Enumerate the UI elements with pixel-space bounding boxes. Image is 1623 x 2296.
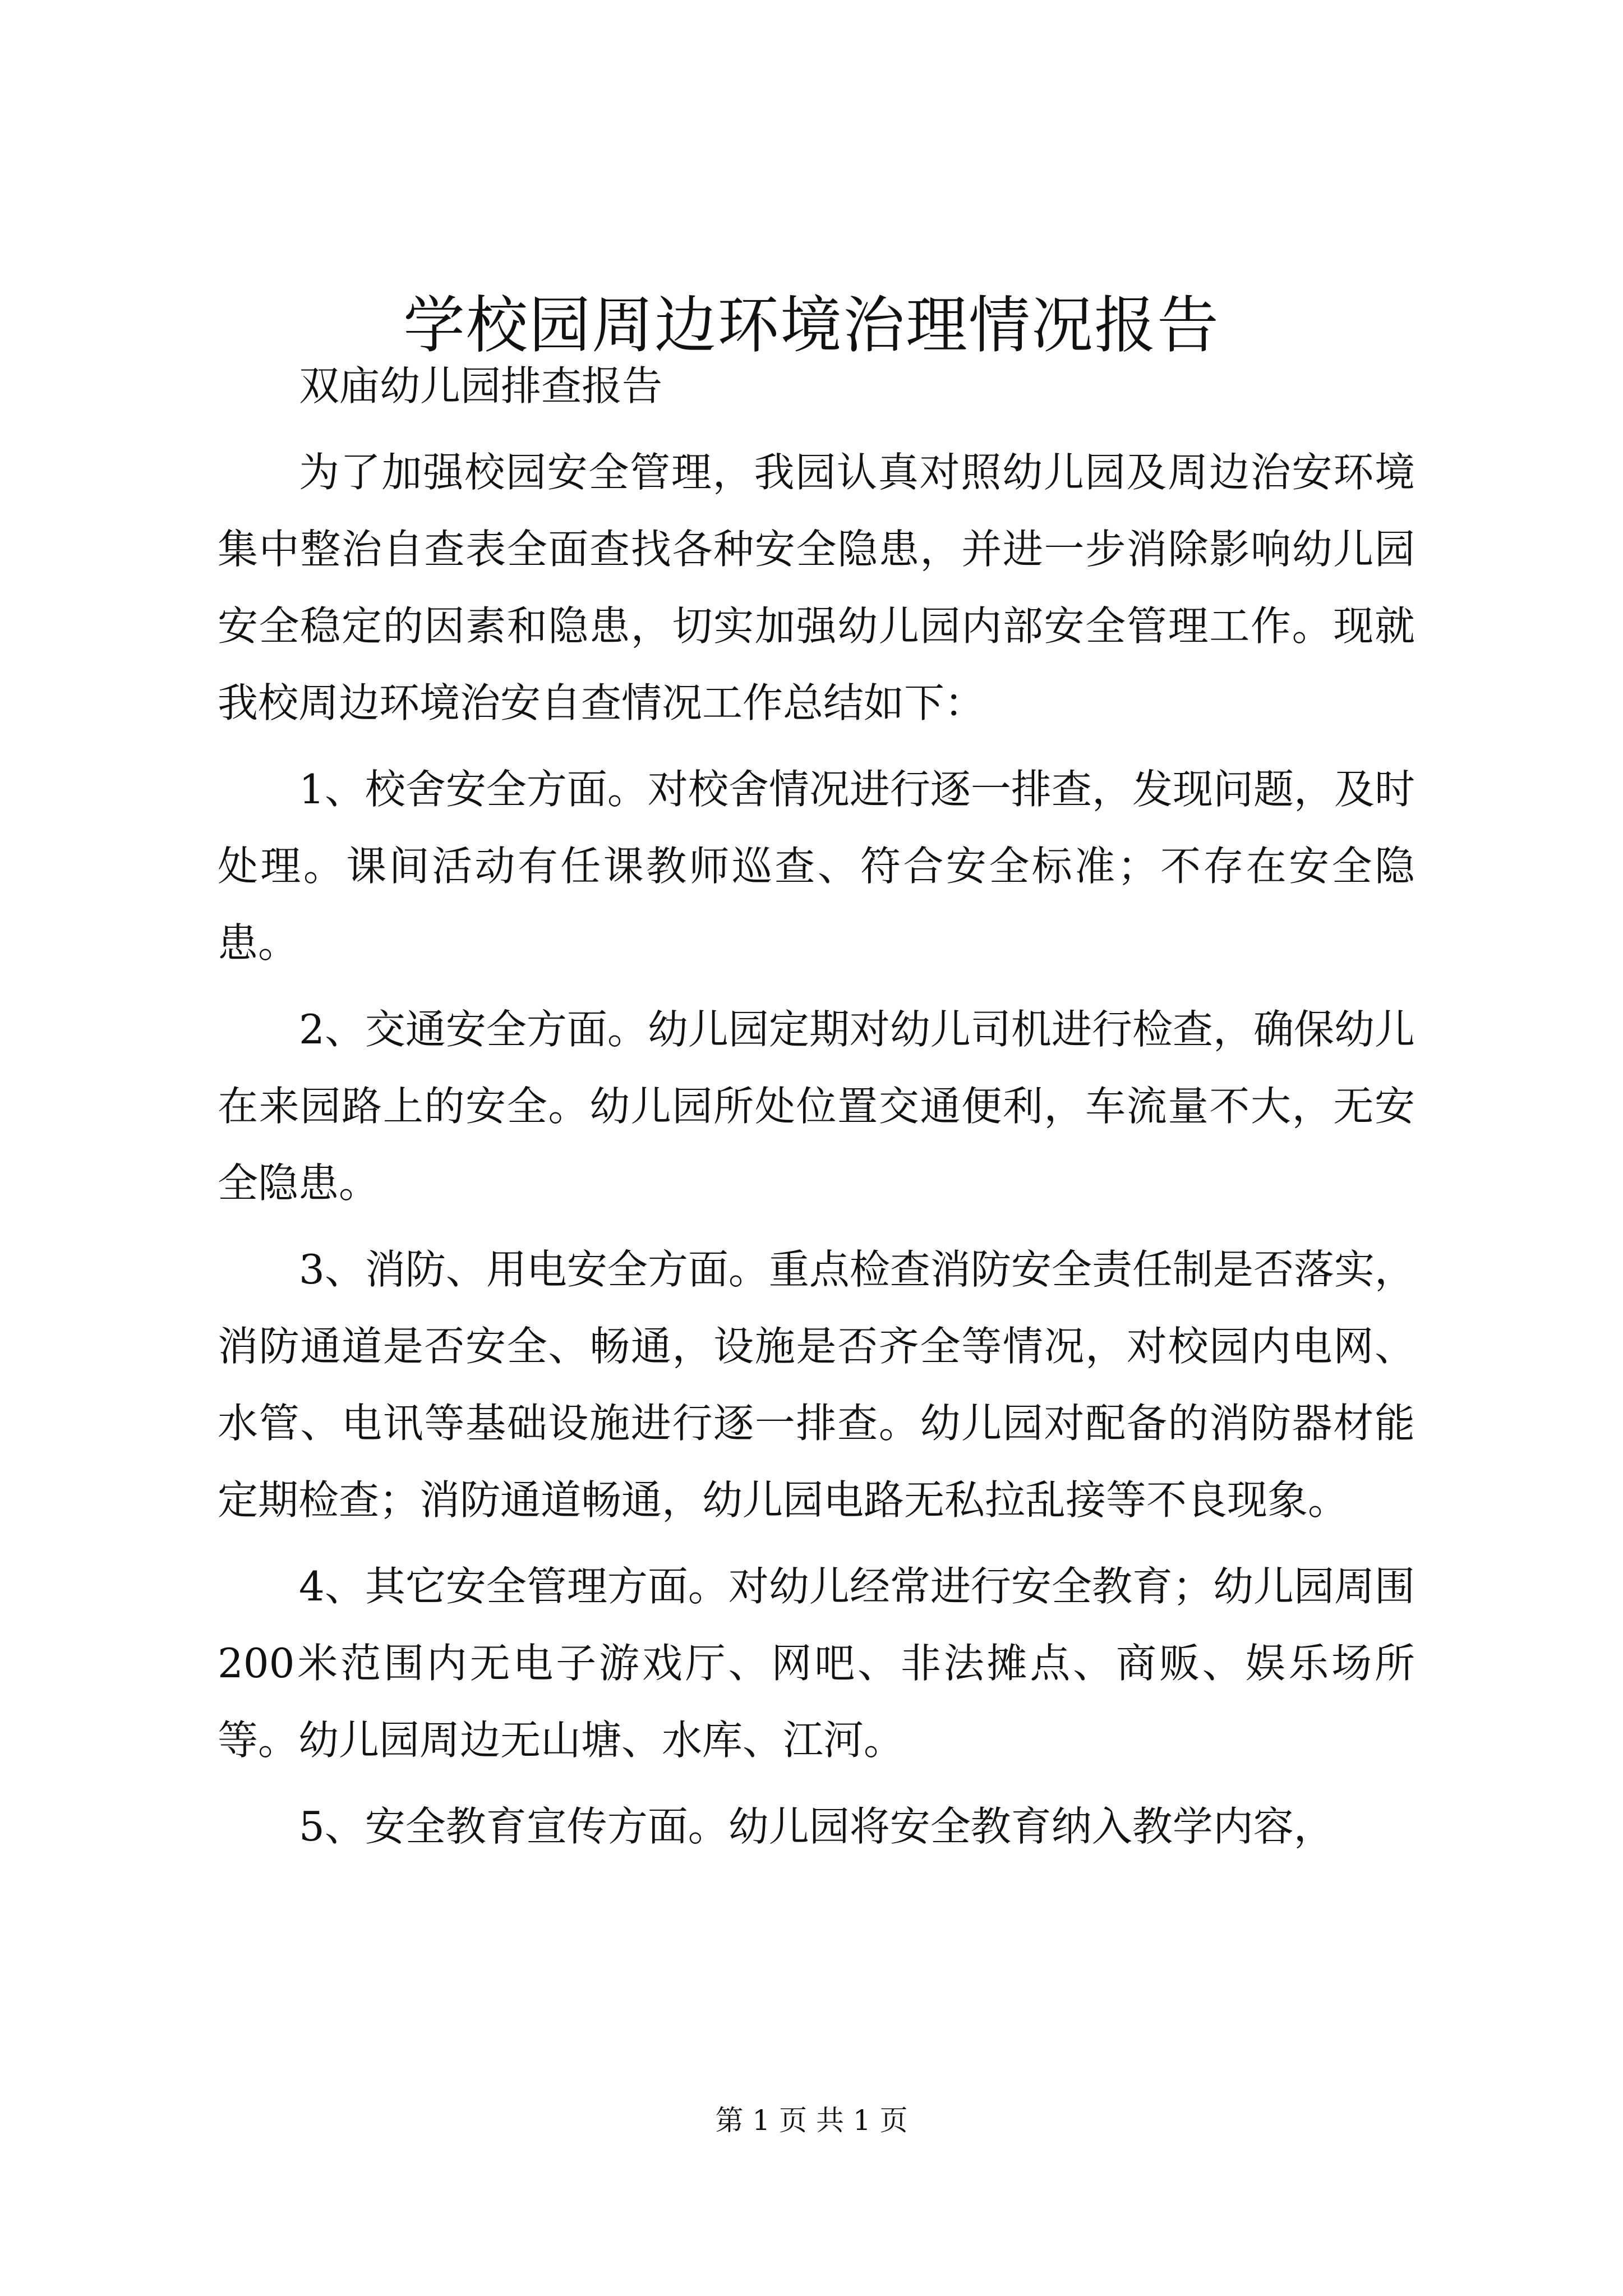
item-paragraph-5: 5、安全教育宣传方面。幼儿园将安全教育纳入教学内容，	[299, 1803, 1334, 1850]
item-paragraph-3: 3、消防、用电安全方面。重点检查消防安全责任制是否落实，消防通道是否安全、畅通，设施是否齐全等情况，对校园内电网、水管、电讯等基础设施进行逐一排查。幼儿园对配备的消防器材能定期检查；消防通道畅通，幼儿园电路无私拉乱接等不良现象。	[218, 1246, 1415, 1524]
item-paragraph-1: 1、校舍安全方面。对校舍情况进行逐一排查，发现问题，及时处理。课间活动有任课教师巡查、符合安全标准；不存在安全隐患。	[218, 766, 1415, 967]
page-number: 第 1 页 共 1 页	[715, 2104, 908, 2137]
subtitle-paragraph: 双庙幼儿园排查报告	[299, 362, 663, 409]
item-paragraph-2: 2、交通安全方面。幼儿园定期对幼儿司机进行检查，确保幼儿在来园路上的安全。幼儿园所处位置交通便利，车流量不大，无安全隐患。	[218, 1006, 1415, 1207]
document-body	[218, 348, 1415, 1875]
item-paragraph-4: 4、其它安全管理方面。对幼儿经常进行安全教育；幼儿园周围200米范围内无电子游戏厅、网吧、非法摊点、商贩、娱乐场所等。幼儿园周边无山塘、水库、江河。	[218, 1563, 1415, 1764]
document-title: 学校园周边环境治理情况报告	[403, 289, 1220, 361]
intro-paragraph: 为了加强校园安全管理，我园认真对照幼儿园及周边治安环境集中整治自查表全面查找各种安全隐患，并进一步消除影响幼儿园安全稳定的因素和隐患，切实加强幼儿园内部安全管理工作。现就我校周边环境治安自查情况工作总结如下：	[218, 449, 1415, 726]
